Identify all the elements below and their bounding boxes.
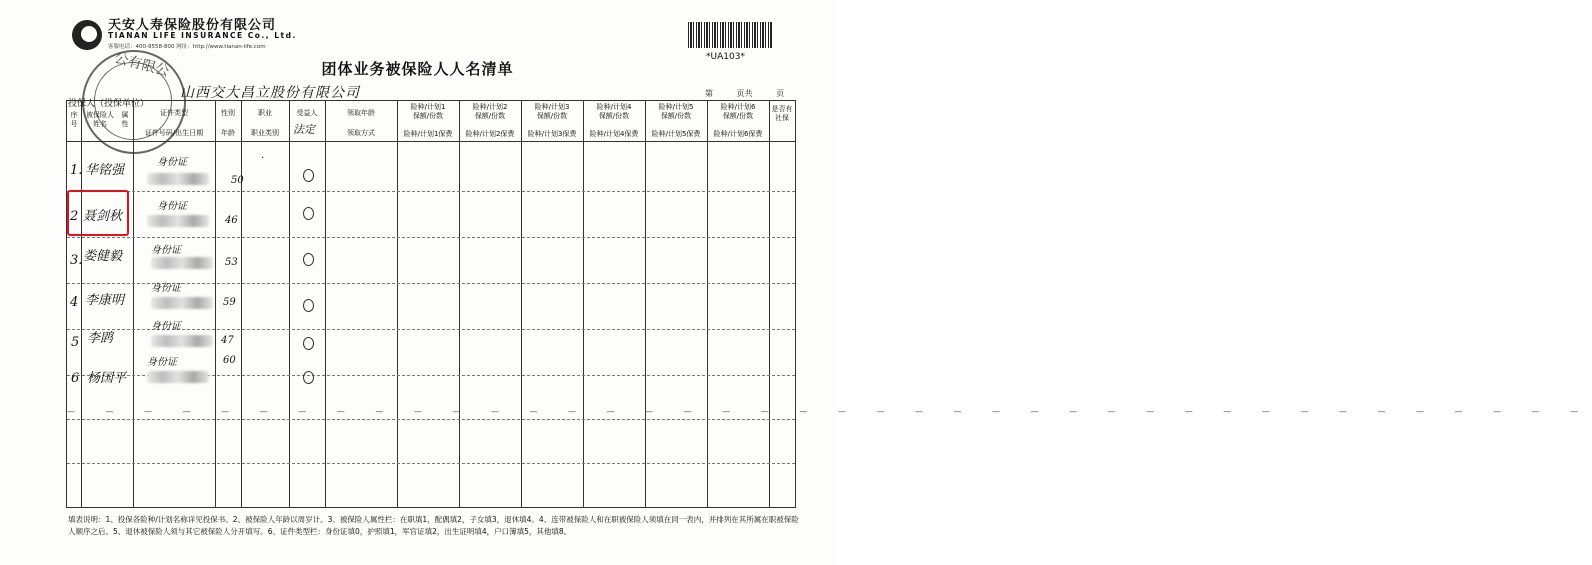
row-age: 59 — [223, 297, 236, 308]
header-plan-3: 险种/计划3 保额/份数 险种/计划3保费 — [527, 103, 577, 138]
insured-list-table — [66, 100, 1592, 508]
header-id-number: 证件号码/出生日期 — [144, 129, 204, 137]
header-gender: 性别 — [221, 109, 235, 117]
header-plan-5: 险种/计划5 保额/份数 险种/计划5保费 — [651, 103, 701, 138]
row-index: 3. — [70, 253, 83, 268]
header-job: 职业 — [258, 109, 272, 117]
row-insured-name: 杨国平 — [87, 371, 127, 386]
header-age: 年龄 — [221, 129, 235, 137]
row-id-type: 身份证 — [151, 245, 181, 256]
row-beneficiary-mark — [303, 371, 314, 384]
header-plan-6: 险种/计划6 保额/份数 险种/计划6保费 — [713, 103, 763, 138]
row-index: 4 — [70, 295, 79, 310]
seal-text: 公有限公 — [112, 49, 171, 80]
row-age: 47 — [221, 335, 234, 346]
form-title: 团体业务被保险人人名清单 — [321, 60, 514, 78]
row-id-type: 身份证 — [157, 201, 187, 212]
row-beneficiary-mark — [303, 253, 314, 266]
highlighted-insured-name — [67, 190, 129, 236]
row-beneficiary-mark — [303, 299, 314, 312]
page-counter: 第 页共 页 — [705, 89, 785, 98]
row-age: 46 — [225, 215, 238, 226]
row-index: 6 — [71, 371, 80, 386]
row-id-type: 身份证 — [147, 357, 177, 368]
company-logo-icon — [72, 20, 102, 50]
header-receive-method: 领取方式 — [347, 129, 375, 137]
header-beneficiary-legal: 法定 — [293, 123, 315, 136]
row-insured-name: 李鹍 — [87, 331, 114, 346]
empty-row-dashes: — — — — — — — — — — — — — — — — — — — — — — — — — — — — — — — — — — — — — — — — — [67, 407, 1592, 416]
row-age: 50 — [231, 175, 244, 186]
header-index: 序号 — [70, 111, 78, 128]
barcode — [688, 22, 772, 48]
header-plan-4: 险种/计划4 保额/份数 险种/计划4保费 — [589, 103, 639, 138]
header-plan-2: 险种/计划2 保额/份数 险种/计划2保费 — [465, 103, 515, 138]
row-insured-name: 娄健毅 — [83, 249, 123, 264]
row-beneficiary-mark — [303, 337, 314, 350]
redacted-id-number — [147, 173, 209, 185]
company-contact: 客服电话：400-9558-800 网址：http://www.tianan-life.com — [108, 44, 266, 50]
row-job-mark: · — [261, 153, 265, 164]
row-id-type: 身份证 — [157, 157, 187, 168]
header-job-code: 职业类别 — [251, 129, 279, 137]
company-name-en: TIANAN LIFE INSURANCE Co., Ltd. — [108, 31, 297, 40]
redacted-id-number — [151, 257, 213, 269]
header-receive-age: 领取年龄 — [347, 109, 375, 117]
row-index: 1. — [70, 163, 83, 178]
redacted-id-number — [151, 335, 213, 347]
row-index: 5 — [71, 335, 80, 350]
header-plan-1: 险种/计划1 保额/份数 险种/计划1保费 — [403, 103, 453, 138]
row-beneficiary-mark — [303, 169, 314, 182]
redacted-id-number — [147, 371, 209, 383]
policyholder-label: 投保人（投保单位） — [68, 99, 150, 109]
row-insured-name: 聂剑秋 — [83, 209, 123, 224]
row-insured-name: 李康明 — [85, 293, 125, 308]
row-id-type: 身份证 — [151, 283, 181, 294]
filling-instructions: 填表说明：1、投保各险种/计划名称详见投保书。2、被保险人年龄以周岁计。3、被保险人属性栏：在职填1，配偶填2，子女填3，退休填4。4、连带被保险人和在职被保险人须填在同一表内，并排列在其所属在职被保险人顺序之后。5、退休被保险人须与其它被保险人分开填写。6、证件类型栏：身份证填0，护照填1，军官证填2，出生证明填4，户口簿填5，其他填8。 — [68, 515, 799, 536]
row-age: 53 — [225, 257, 238, 268]
redacted-id-number — [151, 297, 213, 309]
form-code: *UA103* — [706, 52, 745, 62]
header-name: 被保险人姓名 — [86, 111, 114, 128]
row-index: 2 — [70, 209, 79, 224]
company-name-cn: 天安人寿保险股份有限公司 — [108, 18, 277, 33]
header-beneficiary: 受益人 — [296, 109, 318, 117]
row-beneficiary-mark — [303, 207, 314, 220]
row-insured-name: 华铭强 — [85, 163, 125, 178]
redacted-id-number — [147, 215, 209, 227]
header-id-type: 证件类型 — [160, 109, 188, 117]
policyholder-company: 山西交大昌立股份有限公司 — [180, 85, 360, 101]
row-age: 60 — [223, 355, 236, 366]
header-social-insurance: 是否有社保 — [771, 105, 793, 122]
row-id-type: 身份证 — [151, 321, 181, 332]
header-relation: 属性 — [121, 111, 129, 128]
